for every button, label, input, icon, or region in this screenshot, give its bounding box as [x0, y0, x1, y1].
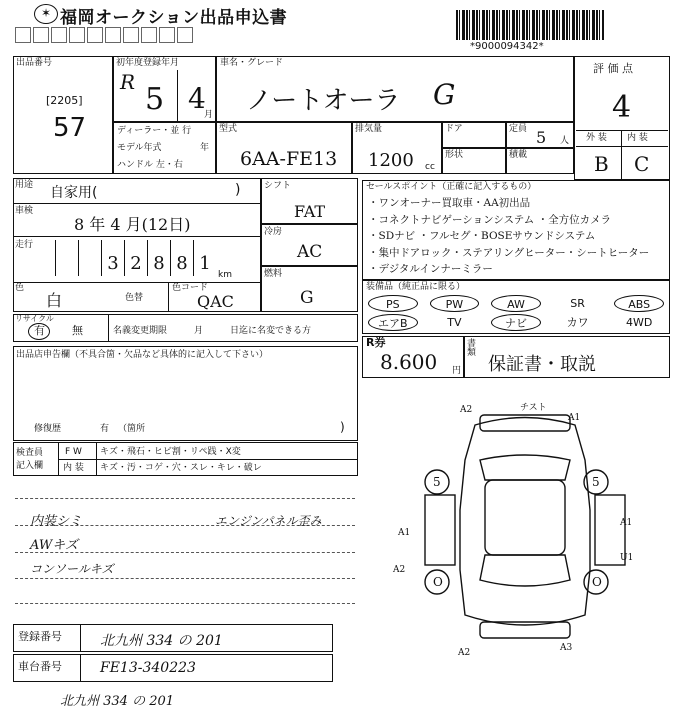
repair-label: 修復歴: [34, 424, 62, 434]
report-box: [13, 346, 358, 441]
mark-scratch-front: チスト: [520, 403, 547, 413]
shift-value: FAT: [294, 202, 326, 221]
docs-value: 保証書・取説: [488, 354, 596, 375]
note-line-3: コンソールキズ: [30, 562, 114, 576]
color-value: 白: [46, 291, 63, 310]
lot-label: 出品番号: [16, 58, 53, 68]
mileage-digit: 1: [193, 240, 216, 276]
equipment-item: ABS: [614, 295, 664, 312]
mark-o-right: O: [592, 575, 602, 589]
color-code-label: 色コード: [172, 283, 209, 293]
report-label: 出品店申告欄（不具合箇・欠品など具体的に記入して下さい）: [16, 350, 269, 360]
note-line-2: AWキズ: [30, 538, 78, 553]
transfer-month: 月: [194, 326, 204, 336]
equipment-item: カワ: [566, 316, 589, 329]
exterior-label: 外 装: [586, 133, 607, 143]
footer-partial: 北九州 334 の 201: [60, 694, 175, 709]
mark-5-left: 5: [433, 475, 441, 489]
barcode: [456, 10, 604, 40]
repair-yes: 有: [100, 424, 110, 434]
recycle-label: リサイクル: [15, 314, 54, 323]
capacity-label: 定員: [509, 124, 528, 134]
mark-a1-right: A1: [620, 518, 633, 528]
capacity-value: 5: [536, 128, 547, 147]
equipment-item: AW: [491, 295, 541, 312]
cc-label: 排気量: [355, 124, 383, 134]
mileage-digit: 2: [124, 240, 147, 276]
repair-close: ): [340, 420, 345, 434]
score-value: 4: [612, 90, 632, 125]
equipment-item: 4WD: [626, 316, 653, 329]
repair-place: （箇所: [118, 424, 146, 434]
mark-o-left: O: [433, 575, 443, 589]
inspector-label-1: 検査員: [16, 448, 44, 458]
equipment-item: エアB: [368, 314, 418, 331]
note-line-1-right: エンジンパネル歪み: [215, 514, 322, 528]
color-code: QAC: [197, 292, 234, 311]
model-name: ノートオーラ: [246, 86, 401, 116]
mileage-digit: [78, 240, 101, 276]
capacity-unit: 人: [560, 136, 570, 146]
year-month: 4: [188, 82, 206, 115]
mark-a1-left: A1: [398, 528, 411, 538]
equipment-item: PW: [430, 295, 480, 312]
year-label: 初年度登録年月: [116, 58, 180, 68]
sales-point-item: ・デジタルインナーミラー: [368, 263, 493, 275]
shape-label: 形状: [445, 150, 464, 160]
fuel-value: G: [300, 288, 314, 308]
color-change-label: 色替: [125, 293, 144, 303]
dealer-label: ディーラー・並 行: [117, 126, 192, 136]
mileage-label: 走行: [15, 240, 34, 250]
transfer-label: 名義変更期限: [113, 326, 168, 336]
entry-boxes: [15, 27, 195, 43]
usage-value: 自家用(: [50, 185, 98, 201]
equipment-item: PS: [368, 295, 418, 312]
r-tax-unit: 円: [452, 366, 462, 376]
left-side-panel: [425, 495, 455, 565]
inspector-label-2: 記入欄: [16, 461, 44, 471]
model-year-label: モデル年式: [117, 143, 162, 153]
model-year-unit: 年: [200, 143, 210, 153]
model-label: 車名・グレード: [220, 58, 284, 68]
registration-label: 登録番号: [18, 630, 62, 643]
equipment-item: ナビ: [491, 314, 541, 331]
cc-unit: cc: [425, 162, 435, 172]
transfer-note: 日迄に名変できる方: [230, 326, 312, 336]
year-era: R: [120, 70, 136, 94]
usage-close: ): [235, 182, 241, 198]
sales-point-item: ・コネクトナビゲーションシステム ・全方位カメラ: [368, 213, 612, 226]
auction-logo: ✶: [34, 4, 58, 24]
windshield: [480, 455, 570, 480]
usage-label: 用途: [15, 180, 34, 190]
equipment-item: TV: [447, 316, 462, 329]
mileage-digit: 3: [101, 240, 124, 276]
mark-a2-left: A2: [393, 565, 406, 575]
equipment-grid: [362, 292, 670, 334]
score-label: 評 価 点: [593, 62, 633, 75]
car-body-outline: [460, 418, 590, 626]
color-label: 色: [15, 283, 25, 293]
inspection-label: 車検: [15, 206, 34, 216]
sales-points-label: セールスポイント（正確に記入するもの）: [366, 182, 537, 192]
inspector-int-text: キズ・汚・コゲ・穴・スレ・キレ・破レ: [100, 463, 262, 473]
rear-window: [480, 555, 570, 586]
interior-label: 内 装: [627, 133, 648, 143]
load-label: 積載: [509, 150, 528, 160]
shift-label: シフト: [264, 181, 292, 191]
registration-value: 北九州 334 の 201: [100, 633, 223, 649]
mileage-unit: km: [218, 270, 232, 280]
type-label: 型式: [219, 124, 238, 134]
ac-label: 冷房: [264, 227, 283, 237]
mileage-cells: [55, 240, 216, 276]
note-line-1: 内装シミ: [30, 514, 83, 529]
mark-a3-rear: A3: [560, 643, 573, 653]
inspection-value: 8 年 4 月(12日): [74, 215, 191, 234]
mileage-digit: 8: [170, 240, 193, 276]
month-unit: 月: [204, 110, 214, 120]
mark-a2-front-left: A2: [460, 405, 473, 415]
mark-a2-rear: A2: [458, 648, 471, 658]
lot-sub: [2205]: [46, 94, 83, 107]
r-tax-value: 8.600: [380, 350, 438, 374]
door-label: ドア: [445, 124, 463, 134]
sales-points-list: [368, 195, 649, 278]
fuel-label: 燃料: [264, 269, 283, 279]
cc-value: 1200: [368, 150, 414, 171]
exterior-score: B: [594, 152, 609, 176]
equipment-item: SR: [570, 297, 585, 310]
equipment-label: 装備品（純正品に限る）: [366, 282, 466, 292]
sales-point-item: ・ワンオーナー買取車・AA初出品: [368, 197, 531, 209]
recycle-no: 無: [72, 324, 83, 337]
inspector-fw-text: キズ・飛石・ヒビ割・リペ践・X変: [100, 447, 241, 457]
chassis-label: 車台番号: [18, 660, 62, 673]
type-value: 6AA-FE13: [240, 148, 338, 170]
barcode-number: *9000094342*: [470, 41, 544, 52]
car-damage-diagram: [380, 400, 670, 670]
mileage-digit: [55, 240, 78, 276]
lot-number: 57: [53, 113, 87, 143]
inspector-fw-label: F W: [65, 447, 82, 457]
recycle-yes: 有: [34, 324, 45, 337]
handle-label: ハンドル 左・右: [117, 160, 183, 170]
year-value: 5: [145, 82, 165, 117]
r-tax-label: R券: [366, 336, 386, 349]
chassis-value: FE13-340223: [100, 660, 196, 676]
model-grade: G: [433, 78, 456, 111]
form-title: 福岡オークション出品申込書: [60, 8, 288, 28]
mark-a1-front-right: A1: [568, 413, 581, 423]
mark-u1-right: U1: [620, 553, 634, 563]
ac-value: AC: [297, 242, 323, 262]
inspector-int-label: 内 装: [63, 463, 84, 473]
mileage-digit: 8: [147, 240, 170, 276]
docs-label: 書類: [467, 339, 477, 358]
sales-point-item: ・集中ドアロック・ステアリングヒーター・シートヒーター: [368, 246, 650, 259]
sales-point-item: ・SDナビ ・フルセグ・BOSEサウンドシステム: [368, 230, 596, 242]
mark-5-right: 5: [592, 475, 600, 489]
car-roof: [485, 480, 565, 555]
interior-score: C: [634, 152, 650, 176]
